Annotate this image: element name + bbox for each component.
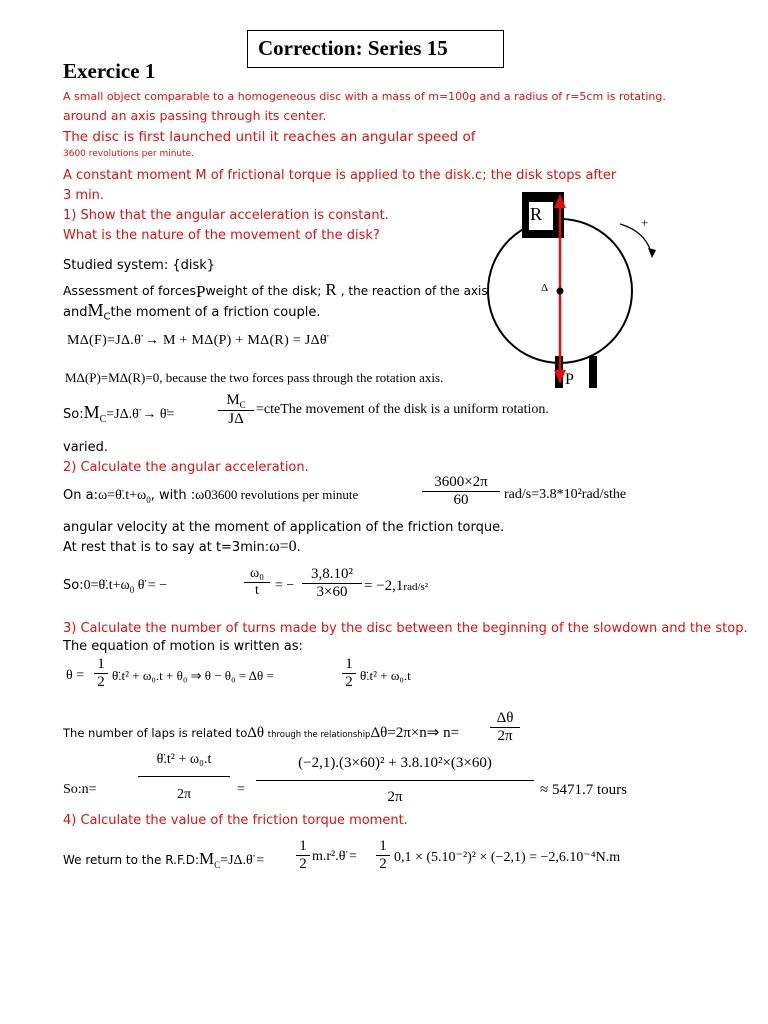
forces-line: Assessment of forcesPweight of the disk; R , the reaction of the axis <box>63 280 488 301</box>
friction-couple-line: andM$_C$the moment of a friction couple. <box>63 300 321 323</box>
question-2: 2) Calculate the angular acceleration. <box>63 460 309 475</box>
eqm-half-2: $\frac{1}{2}$ <box>342 656 356 691</box>
rfd-middle: m.r².θ̈ = <box>312 849 357 864</box>
label-plus: + <box>641 215 649 230</box>
n-eq: = <box>237 782 245 797</box>
statement-line-2: around an axis passing through its center. <box>63 108 327 123</box>
exercise-heading: Exercice 1 <box>63 59 156 83</box>
studied-system: Studied system: {disk} <box>63 258 216 273</box>
question-4: 4) Calculate the value of the friction torque moment. <box>63 813 408 828</box>
eqm-end: θ̈.t² + ω₀.t <box>360 668 411 683</box>
statement-line-6: 3 min. <box>63 188 105 203</box>
question-3: 3) Calculate the number of turns made by the disc between the beginning of the slowdown and the stop. <box>63 621 748 636</box>
page-title: Correction: Series 15 <box>258 36 448 60</box>
equation-of-motion-label: The equation of motion is written as: <box>63 639 303 654</box>
n-result: ≈ 5471.7 tours <box>540 782 627 798</box>
rfd-line: We return to the $R.F.D:M_C=J\Delta.\thetä$ = <box>63 849 265 870</box>
angular-velocity-line: angular velocity at the moment of application of the friction torque. <box>63 520 505 535</box>
so2-fraction-1: $\frac{\text{ω₀}}{t}$ <box>244 566 270 599</box>
eqm-start: θ = <box>66 668 85 683</box>
so2-fraction-2: $\frac{\text{3,8.10²}}{3\times 60}$ <box>302 566 362 601</box>
label-delta: Δ <box>541 282 549 294</box>
so1-tail: =cteThe movement of the disk is a uniform rotation. <box>256 402 549 417</box>
rfd-result: 0,1 × (5.10⁻²)² × (−2,1) = −2,6.10⁻⁴N.m <box>394 850 621 865</box>
title-box <box>247 30 504 68</box>
laps-fraction: $\frac{\Delta\theta}{2\pi}$ <box>490 710 520 745</box>
disc-figure <box>475 190 675 400</box>
varied-line: varied. <box>63 440 108 455</box>
moment-equation: MΔ(F)=JΔ.θ̈ → M + MΔ(P) + MΔ(R) = JΔθ̈ <box>67 333 327 348</box>
omega0-fraction: $\frac{3600\times 2\pi}{60}$ <box>422 474 500 509</box>
rfd-half-1: $\frac{1}{2}$ <box>296 838 310 873</box>
label-R: R <box>530 204 543 224</box>
statement-line-4: 3600 revolutions per minute. <box>63 149 195 159</box>
so1-fraction: $\frac{M_C}{J\Delta}$ <box>218 392 254 428</box>
laps-line: The number of laps is related toΔθ through the relationshipΔθ=2π×n⇒ n= <box>63 725 460 741</box>
so2-eq: = − <box>275 578 295 593</box>
statement-line-3: The disc is first launched until it reaches an angular speed of <box>63 129 476 145</box>
moment-zero-line: MΔ(P)=MΔ(R)=0, because the two forces pass through the rotation axis. <box>65 370 444 385</box>
label-P: P <box>565 371 574 388</box>
n-fraction-1: $\frac{\text{θ̈.t² + ω₀.t}}{2\pi}$ <box>138 752 230 803</box>
so-equation-2: $So:0=\thetä.t+\omega_0$ θ̈ = − <box>63 578 168 595</box>
eqm-middle: θ̈.t² + ω₀.t + θ₀ ⇒ θ − θ₀ = Δθ = <box>112 668 274 683</box>
eqm-half-1: $\frac{1}{2}$ <box>94 656 108 691</box>
question-1b: What is the nature of the movement of the disk? <box>63 228 380 243</box>
rfd-half-2: $\frac{1}{2}$ <box>376 838 390 873</box>
statement-line-5: A constant moment M of frictional torque is applied to the disk.c; the disk stops after <box>63 168 617 183</box>
axis-block-bottom-right <box>589 356 597 388</box>
n-fraction-2: $\frac{\text{(−2,1).(3×60)² + 3.8.10²×(3×60)}}{2\pi}$ <box>256 755 534 806</box>
omega0-value: rad/s=3.8*10²rad/sthe <box>504 487 627 502</box>
so-n-label: So:n= <box>63 782 97 797</box>
question-1a: 1) Show that the angular acceleration is constant. <box>63 208 389 223</box>
so2-result: = −2,1rad/s² <box>364 578 429 594</box>
statement-line-1: A small object comparable to a homogeneous disc with a mass of m=100g and a radius of r=5cm is rotating. <box>63 90 666 103</box>
rotation-axis-point <box>557 288 564 295</box>
angular-speed-line: On $a:\omega=\thetä.t+\omega_0$, with :ω03600 revolutions per minute <box>63 487 359 505</box>
rest-line: At rest that is to say at t=3min:ω=0. <box>63 538 301 555</box>
so-equation-1: $So:M_C=J\Delta.\thetä$ → θ̈= <box>63 402 175 425</box>
